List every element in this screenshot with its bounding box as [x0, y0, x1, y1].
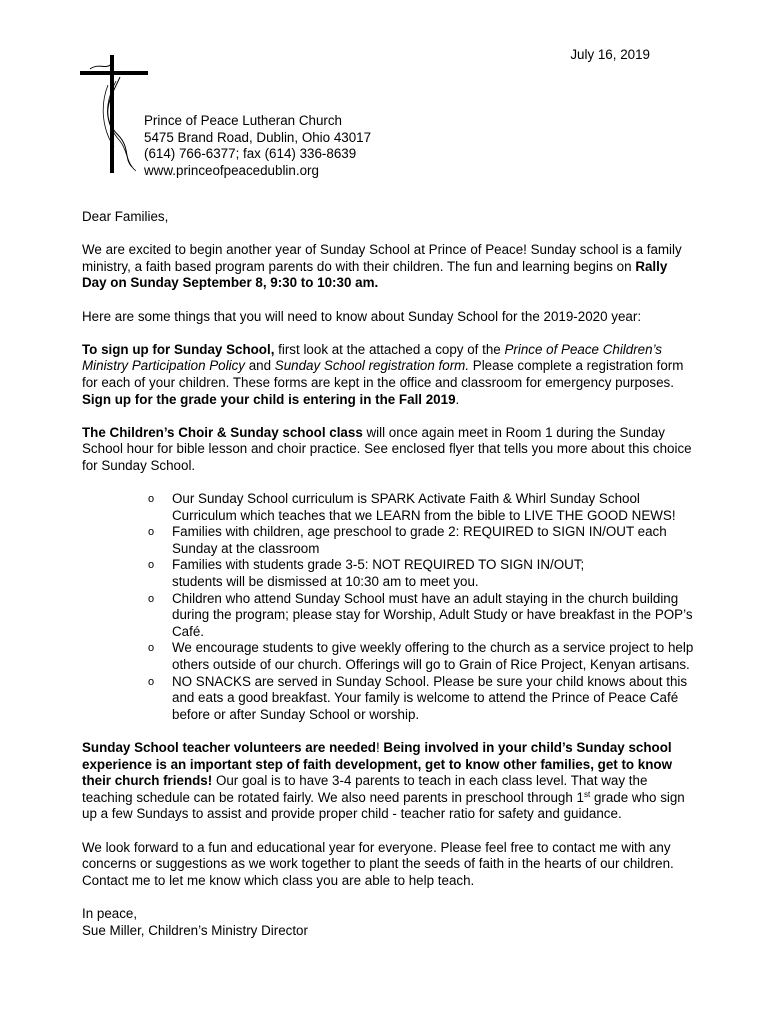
- signature-block: [82, 906, 694, 939]
- intro-paragraph: We are excited to begin another year of Sunday School at Prince of Peace! Sunday school is a family ministry, a faith based program parents do with their children. The fun and learning begins on Rally Day on Sunday September 8, 9:30 to 10:30 am.: [82, 242, 682, 291]
- list-item: o Children who attend Sunday School must have an adult staying in the church building during the program; please stay for Worship, Adult Study or have breakfast in the POP’s Café.: [148, 590, 693, 639]
- cross-logo-icon: [80, 55, 152, 177]
- volunteers-paragraph: Sunday School teacher volunteers are needed! Being involved in your child’s Sunday school experience is an important step of faith development, get to know other families, get to know their church friends! Our goal is to have 3-4 parents to teach in each class level. That way the teaching schedule can be rotated fairly. We also need parents in preschool through 1st grade who sign up a few Sundays to assist and provide proper child - teacher ratio for safety and guidance.: [82, 740, 685, 822]
- church-street-address: 5475 Brand Road, Dublin, Ohio 43017: [144, 129, 372, 145]
- list-item: o Families with children, age preschool to grade 2: REQUIRED to SIGN IN/OUT each Sunday at the classroom: [148, 524, 667, 556]
- list-item: o We encourage students to give weekly offering to the church as a service project to help others outside of our church. Offerings will go to Grain of Rice Project, Kenyan artisans.: [148, 640, 694, 673]
- list-item: o Families with students grade 3-5: NOT REQUIRED TO SIGN IN/OUT; students will be dismissed at 10:30 am to meet you.: [148, 557, 585, 590]
- choir-paragraph: The Children’s Choir & Sunday school class will once again meet in Room 1 during the Sunday School hour for bible lesson and choir practice. See enclosed flyer that tells you more about this choice for Sunday School.: [82, 424, 692, 473]
- church-name: Prince of Peace Lutheran Church: [144, 113, 343, 128]
- signature-name: Sue Miller, Children’s Ministry Director: [82, 922, 308, 938]
- signup-paragraph: To sign up for Sunday School, first look at the attached a copy of the Prince of Peace Children’s Ministry Participation Policy and Sunday School registration form. Please complete a registration form for each of your children. These forms are kept in the office and classroom for emergency purposes. Sign up for the grade your child is entering in the Fall 2019.: [82, 341, 684, 407]
- things-intro-paragraph: Here are some things that you will need to know about Sunday School for the 2019-2020 year:: [82, 308, 642, 324]
- info-bullet-list: [82, 491, 694, 723]
- bullet-marker-icon: o: [148, 526, 155, 539]
- letter-date: July 16, 2019: [570, 47, 650, 62]
- bullet-marker-icon: o: [148, 642, 155, 655]
- bullet-marker-icon: o: [148, 675, 155, 688]
- rally-day: Rally Day on Sunday September 8, 9:30 to 10:30 am.: [82, 258, 668, 291]
- signoff: In peace,: [82, 905, 138, 921]
- greeting: Dear Families,: [82, 209, 169, 224]
- list-item: o Our Sunday School curriculum is SPARK Activate Faith & Whirl Sunday School Curriculum which teaches that we LEARN from the bible to LIVE THE GOOD NEWS!: [148, 491, 676, 523]
- list-item: o NO SNACKS are served in Sunday School. Please be sure your child knows about this and eats a good breakfast. Your family is welcome to attend the Prince of Peace Café before or after Sunday School or worship.: [148, 673, 688, 722]
- church-website[interactable]: www.princeofpeacedublin.org: [144, 162, 319, 178]
- letter-body: [82, 209, 694, 939]
- closing-paragraph: We look forward to a fun and educational year for everyone. Please feel free to contact me with any concerns or suggestions as we work together to plant the seeds of faith in the hearts of our children. Contact me to let me know which class you are able to help teach.: [82, 839, 674, 888]
- bullet-marker-icon: o: [148, 592, 155, 605]
- bullet-marker-icon: o: [148, 493, 155, 506]
- church-address-block: [144, 113, 371, 179]
- bullet-marker-icon: o: [148, 559, 155, 572]
- church-phone: (614) 766-6377; fax (614) 336-8639: [144, 146, 357, 162]
